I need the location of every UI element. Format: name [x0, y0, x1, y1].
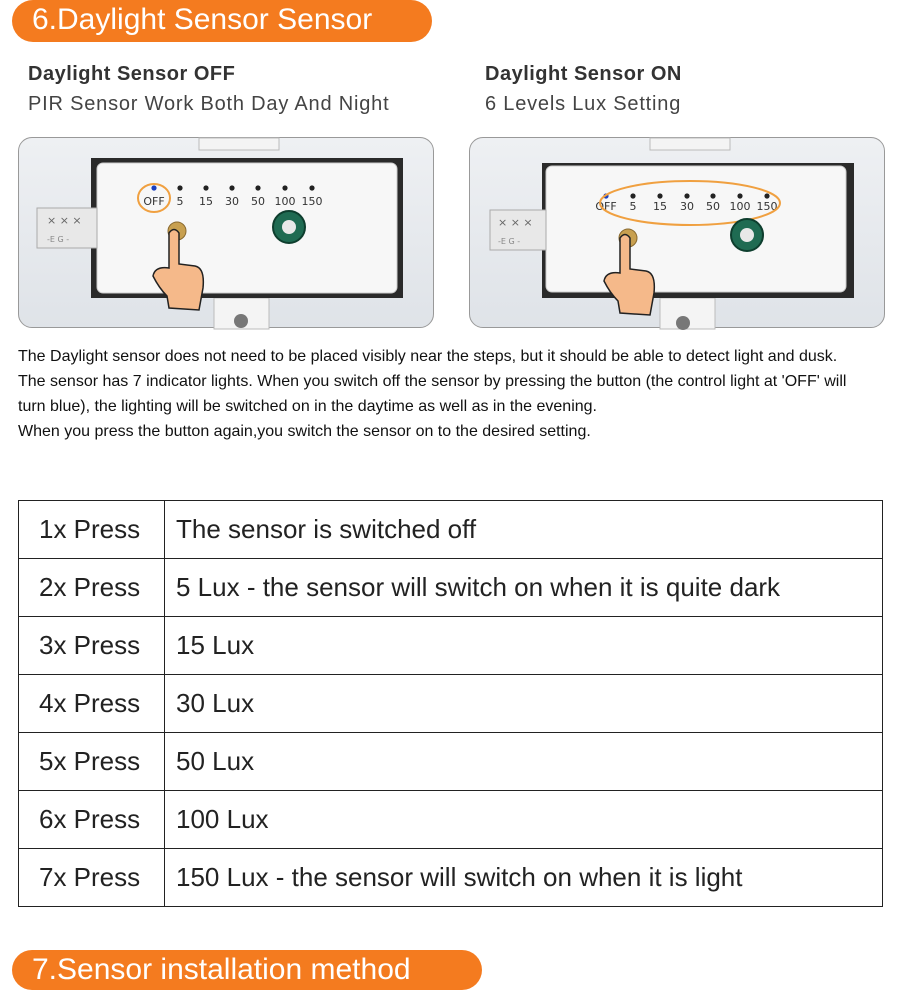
- sensor-off-illustration: [18, 137, 434, 328]
- indicator-led: [710, 193, 715, 198]
- next-section-title: 7.Sensor installation method: [32, 953, 411, 986]
- svg-text:× × ×: × × ×: [498, 216, 533, 229]
- indicator-led: [282, 185, 287, 190]
- press-result: 150 Lux - the sensor will switch on when it is light: [165, 849, 883, 907]
- indicator-label: 5: [629, 200, 637, 213]
- right-heading: Daylight Sensor ON: [485, 63, 682, 85]
- description-line: The sensor has 7 indicator lights. When you switch off the sensor by pressing the button (the control light at 'OFF' will turn blue), the lighting will be switched on in the daytime as well as in the evening.: [18, 373, 847, 415]
- table-row: [19, 791, 883, 849]
- indicator-label: 30: [680, 200, 694, 213]
- table-row: [19, 733, 883, 791]
- indicator-led: [203, 185, 208, 190]
- press-count: 7x Press: [19, 849, 165, 907]
- description-line: When you press the button again,you switch the sensor on to the desired setting.: [18, 423, 591, 440]
- svg-text:-E G -: -E G -: [498, 237, 521, 246]
- table-row: [19, 849, 883, 907]
- section-title-banner: [12, 0, 432, 42]
- indicator-label: 100: [274, 195, 296, 208]
- sensor-off-graphic: [19, 138, 435, 329]
- press-result: 5 Lux - the sensor will switch on when it is quite dark: [165, 559, 883, 617]
- indicator-led: [151, 185, 156, 190]
- left-heading: Daylight Sensor OFF: [28, 63, 236, 85]
- indicator-led: [737, 193, 742, 198]
- left-caption: [28, 60, 389, 118]
- svg-text:× × ×: × × ×: [47, 214, 82, 227]
- press-count: 4x Press: [19, 675, 165, 733]
- indicator-led: [630, 193, 635, 198]
- indicator-label: 150: [301, 195, 323, 208]
- indicator-label: 100: [729, 200, 751, 213]
- press-settings-table: [18, 500, 883, 907]
- indicator-label: 15: [199, 195, 213, 208]
- table-row: [19, 501, 883, 559]
- indicator-label: 5: [176, 195, 184, 208]
- indicator-led: [229, 185, 234, 190]
- sensor-on-graphic: [470, 138, 886, 329]
- indicator-led: [764, 193, 769, 198]
- description: [18, 344, 878, 444]
- next-section-banner: [12, 950, 482, 990]
- svg-text:-E G -: -E G -: [47, 235, 70, 244]
- press-count: 5x Press: [19, 733, 165, 791]
- right-subheading: 6 Levels Lux Setting: [485, 93, 682, 115]
- indicator-led: [309, 185, 314, 190]
- indicator-label: OFF: [595, 200, 617, 213]
- press-result: 100 Lux: [165, 791, 883, 849]
- table-row: [19, 617, 883, 675]
- indicator-label: 50: [706, 200, 720, 213]
- press-result: 15 Lux: [165, 617, 883, 675]
- section-title: 6.Daylight Sensor Sensor: [32, 3, 373, 36]
- indicator-led: [684, 193, 689, 198]
- indicator-led: [657, 193, 662, 198]
- screw-icon: [676, 316, 690, 330]
- screw-icon: [234, 314, 248, 328]
- indicator-label: 30: [225, 195, 239, 208]
- indicator-label: 50: [251, 195, 265, 208]
- press-result: 30 Lux: [165, 675, 883, 733]
- indicator-label: OFF: [143, 195, 165, 208]
- left-subheading: PIR Sensor Work Both Day And Night: [28, 93, 390, 115]
- right-caption: [485, 60, 682, 118]
- indicator-led: [255, 185, 260, 190]
- description-line: The Daylight sensor does not need to be placed visibly near the steps, but it should be able to detect light and dusk.: [18, 348, 838, 365]
- press-count: 2x Press: [19, 559, 165, 617]
- indicator-led: [177, 185, 182, 190]
- press-count: 3x Press: [19, 617, 165, 675]
- table-row: [19, 675, 883, 733]
- indicator-label: 15: [653, 200, 667, 213]
- press-result: 50 Lux: [165, 733, 883, 791]
- press-result: The sensor is switched off: [165, 501, 883, 559]
- table-row: [19, 559, 883, 617]
- press-count: 1x Press: [19, 501, 165, 559]
- press-count: 6x Press: [19, 791, 165, 849]
- indicator-label: 150: [756, 200, 778, 213]
- sensor-on-illustration: [469, 137, 885, 328]
